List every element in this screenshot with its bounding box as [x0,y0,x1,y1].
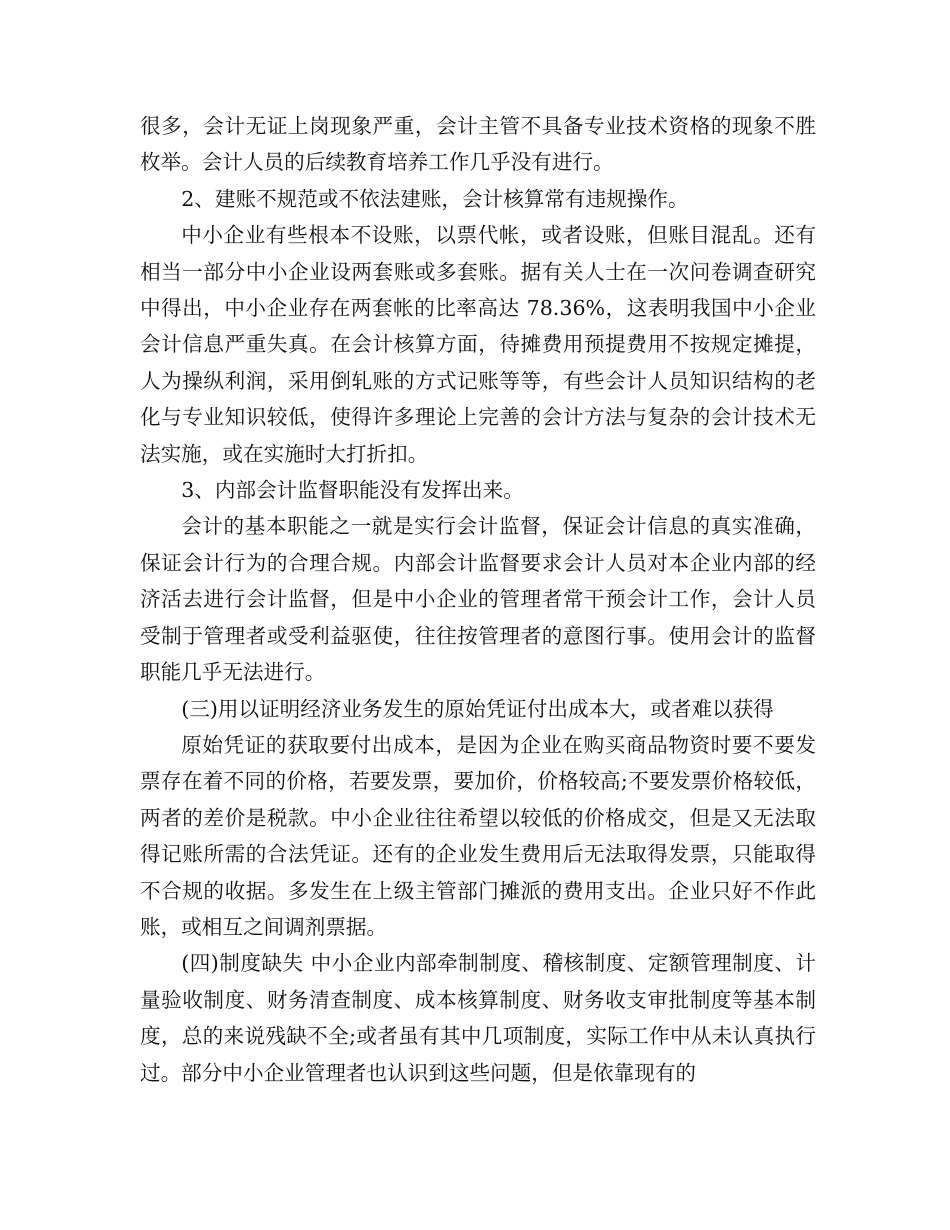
heading-original-vouchers: (三)用以证明经济业务发生的原始凭证付出成本大，或者难以获得 [181,696,774,721]
paragraph-accounts-irregular: 中小企业有些根本不设账，以票代帐，或者设账，但账目混乱。还有相当一部分中小企业设两套账或多套账。据有关人士在一次问卷调查研究中得出，中小企业存在两套帐的比率高达 78.36%，这表明我国中小企业会计信息严重失真。在会计核算方面，待摊费用预提费用不按规定摊提，人为操纵利润，采用倒轧账的方式记账等等，有些会计人员知识结构的老化与专业知识较低，使得许多理论上完善的会计方法与复杂的会计技术无法实施，或在实施时大打折扣。 [140,223,816,466]
document-body [140,108,816,1091]
paragraph-system-deficiency: (四)制度缺失 中小企业内部牵制制度、稽核制度、定额管理制度、计量验收制度、财务清查制度、成本核算制度、财务收支审批制度等基本制度，总的来说残缺不全;或者虽有其中几项制度，实际工作中从未认真执行过。部分中小企业管理者也认识到这些问题，但是依靠现有的 [140,951,816,1085]
heading-internal-supervision: 3、内部会计监督职能没有发挥出来。 [181,478,524,503]
paragraph-continuation: 很多，会计无证上岗现象严重，会计主管不具备专业技术资格的现象不胜枚举。会计人员的后续教育培养工作几乎没有进行。 [140,114,816,175]
paragraph-internal-supervision: 会计的基本职能之一就是实行会计监督，保证会计信息的真实准确，保证会计行为的合理合规。内部会计监督要求会计人员对本企业内部的经济活去进行会计监督，但是中小企业的管理者常干预会计工作，会计人员受制于管理者或受利益驱使，往往按管理者的意图行事。使用会计的监督职能几乎无法进行。 [140,514,816,685]
paragraph-original-vouchers: 原始凭证的获取要付出成本，是因为企业在购买商品物资时要不要发票存在着不同的价格，若要发票，要加价，价格较高;不要发票价格较低，两者的差价是税款。中小企业往往希望以较低的价格成交，但是又无法取得记账所需的合法凭证。还有的企业发生费用后无法取得发票，只能取得不合规的收据。多发生在上级主管部门摊派的费用支出。企业只好不作此账，或相互之间调剂票据。 [140,732,816,939]
heading-accounts-irregular: 2、建账不规范或不依法建账，会计核算常有违规操作。 [181,186,689,211]
